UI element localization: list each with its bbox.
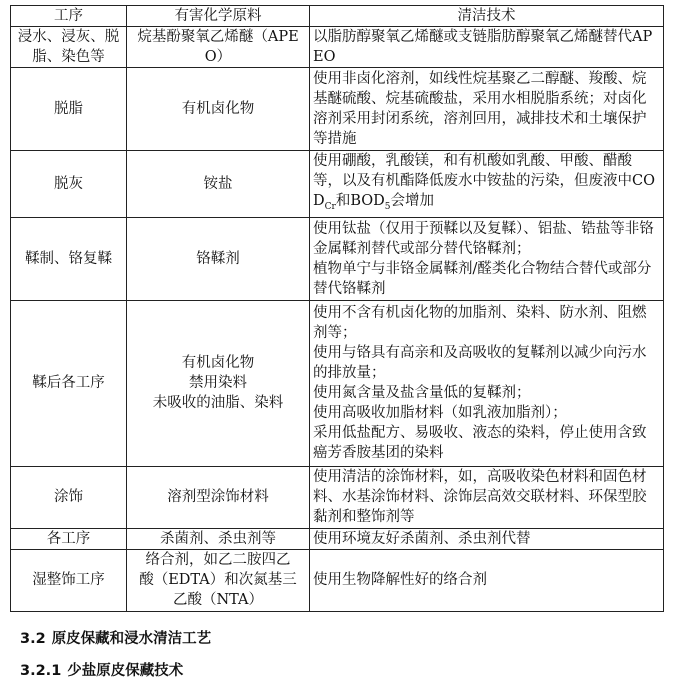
technology-line: 采用低盐配方、易吸收、液态的染料，停止使用含致癌芳香胺基团的染料: [313, 425, 647, 462]
chemical-cell: 铬鞣剂: [127, 217, 310, 300]
table-row: [11, 528, 664, 549]
subsection-heading: [20, 659, 183, 680]
technology-cell: 使用非卤化溶剂，如线性烷基聚乙二醇醚、羧酸、烷基醚硫酸、烷基硫酸盐，采用水相脱脂系统；对卤化溶剂采用封闭系统，溶剂回用，减排技术和土壤保护等措施: [310, 68, 664, 151]
table-row: [11, 151, 664, 218]
process-cell: 浸水、浸灰、脱脂、染色等: [11, 27, 127, 68]
technology-cell: [310, 217, 664, 300]
chemical-cell: 络合剂，如乙二胺四乙酸（EDTA）和次氮基三乙酸（NTA）: [127, 549, 310, 611]
cod-subscript: Cr: [324, 201, 336, 212]
chemical-line: 未吸收的油脂、染料: [152, 395, 284, 412]
technology-cell: [310, 300, 664, 466]
table-row: [11, 217, 664, 300]
header-chemical: 有害化学原料: [127, 6, 310, 27]
table-row: [11, 27, 664, 68]
process-cell: 鞣后各工序: [11, 300, 127, 466]
chemical-line: 有机卤化物: [181, 355, 255, 372]
table-row: [11, 466, 664, 528]
technology-cell: 以脂肪醇聚氧乙烯醚或支链脂肪醇聚氧乙烯醚替代APEO: [310, 27, 664, 68]
process-cell: 鞣制、铬复鞣: [11, 217, 127, 300]
bod-subscript: 5: [384, 201, 391, 212]
chemical-cell: 溶剂型涂饰材料: [127, 466, 310, 528]
process-cell: 脱灰: [11, 151, 127, 218]
section-number: 3.2: [20, 631, 46, 647]
chemical-line: 禁用染料: [189, 375, 247, 392]
chemical-cell: 铵盐: [127, 151, 310, 218]
technology-line: 使用高吸收加脂材料（如乳液加脂剂）；: [313, 405, 567, 422]
technology-line: 植物单宁与非铬金属鞣剂/醛类化合物结合替代或部分替代铬鞣剂: [313, 260, 652, 297]
technology-cell: 使用生物降解性好的络合剂: [310, 549, 664, 611]
subsection-number: 3.2.1: [20, 663, 62, 679]
technology-line: 使用氮含量及盐含量低的复鞣剂；: [313, 385, 531, 402]
technology-text: 会增加: [390, 193, 435, 209]
section-heading: [20, 627, 211, 648]
chemical-cell: 杀菌剂、杀虫剂等: [127, 528, 310, 549]
chemical-cell: 有机卤化物: [127, 68, 310, 151]
table-row: [11, 68, 664, 151]
technology-cell: 使用环境友好杀菌剂、杀虫剂代替: [310, 528, 664, 549]
technology-cell: 使用清洁的涂饰材料，如，高吸收染色材料和固色材料、水基涂饰材料、涂饰层高效交联材料、环保型胶黏剂和整饰剂等: [310, 466, 664, 528]
process-cell: 脱脂: [11, 68, 127, 151]
header-technology: 清洁技术: [310, 6, 664, 27]
clean-technology-table: [10, 5, 664, 612]
subsection-title: 少盐原皮保藏技术: [67, 663, 184, 679]
chemical-cell: [127, 300, 310, 466]
section-title: 原皮保藏和浸水清洁工艺: [51, 631, 212, 647]
process-cell: 湿整饰工序: [11, 549, 127, 611]
technology-text: 使用硼酸，乳酸镁，和有机酸如乳酸、甲酸、醋酸等，以及有机酯降低废水中铵盐的污染，但废液中COD: [313, 153, 655, 209]
table-row: [11, 300, 664, 466]
process-cell: 各工序: [11, 528, 127, 549]
technology-line: 使用与铬具有高亲和及高吸收的复鞣剂以减少向污水的排放量；: [313, 345, 647, 382]
technology-text: 和BOD: [335, 193, 385, 209]
chemical-cell: 烷基酚聚氧乙烯醚（APEO）: [127, 27, 310, 68]
technology-cell: [310, 151, 664, 218]
table-header-row: [11, 6, 664, 27]
header-process: 工序: [11, 6, 127, 27]
technology-line: 使用钛盐（仅用于预鞣以及复鞣）、铝盐、锆盐等非铬金属鞣剂替代或部分替代铬鞣剂；: [313, 220, 654, 257]
process-cell: 涂饰: [11, 466, 127, 528]
technology-line: 使用不含有机卤化物的加脂剂、染料、防水剂、阻燃剂等；: [313, 305, 647, 342]
table-row: [11, 549, 664, 611]
